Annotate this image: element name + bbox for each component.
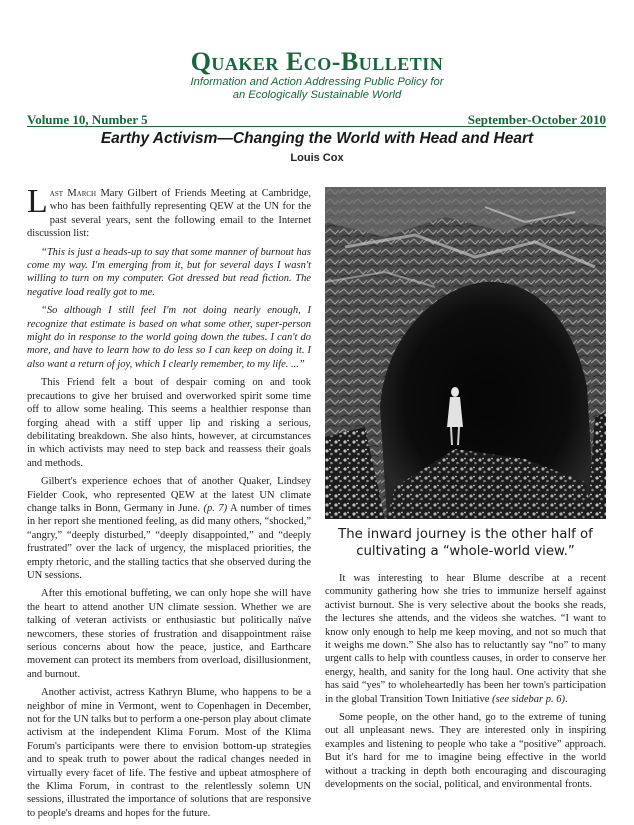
- paragraph-3-text-b: A number of times in her report she mentioned feeling, as did many others, “shocked,” “angry,” “deeply disturbed,” “deeply disappointed,” and “deeply frustrated” over the lack of urgency, the misplaced priorities, the empty rhetoric, and the stalling tactics that she observed during the UN sessions.: [27, 502, 311, 581]
- masthead-divider: [27, 126, 606, 127]
- paragraph-2: This Friend felt a bout of despair coming on and took precautions to give her bruised and overworked spirit some time off to allow some healing. This seems a healthier response than forging ahead with a stiff upper lip and risking a serious, debilitating breakdown. She also hints, however, at circumstances in which activists may need to step back and reassess their goals and methods.: [27, 377, 311, 469]
- cave-photo-illustration: [325, 187, 606, 519]
- sidebar-reference: (see sidebar p. 6): [492, 693, 565, 705]
- paragraph-opening: [27, 183, 311, 241]
- photo-caption: The inward journey is the other half of cultivating a “whole-world view.”: [338, 527, 593, 559]
- right-column: [325, 572, 606, 797]
- right-paragraph-1-text-a: It was interesting to hear Blume describe at a recent community gathering how she tries to immunize herself against activist burnout. She is very selective about the books she reads, the lectures she attends, and the videos she watches. “I want to know only enough to help me keep moving, and not so much that it weighs me down.” She also has to reluctantly say “no” to many urgent calls to help with countless causes, in order to conserve her energy, health, and sanity for the long haul. One activity that she has said “yes” to wholeheartedly has been her town's participation in the global Transition Town Initiative: [325, 573, 606, 705]
- quote-1: “This is just a heads-up to say that some manner of burnout has come my way. I'm emerging from it, but for several days I wasn't willing to turn on my computer. Got dressed but read fiction. The negative load really got to me.: [27, 246, 311, 298]
- issue-date: September-October 2010: [467, 112, 606, 127]
- quote-2: “So although I still feel I'm not doing nearly enough, I recognize that estimate is based on what some other, super-person might do in response to the world going down the tubes. I can't do more, and have to learn how to do less so I can keep on doing it. I also want a return of joy, which I clearly remember, to my life. ...”: [27, 305, 311, 370]
- opening-text: Mary Gilbert of Friends Meeting at Cambridge, who has been faithfully representing QEW at the UN for the past several years, sent the following email to the Internet discussion list:: [27, 188, 311, 240]
- page-reference: (p. 7): [203, 502, 228, 514]
- newsletter-subtitle-line-2: an Ecologically Sustainable World: [232, 89, 402, 101]
- newsletter-title: Quaker Eco-Bulletin: [190, 47, 444, 76]
- right-paragraph-2: Some people, on the other hand, go to the extreme of tuning out all unpleasant news. They are interested only in inspiring examples and listening to people who take a “positive” approach. But it's hard for me to imagine being effective in the world without a tracking in depth both encouraging and discouraging developments on the social, political, and environmental fronts.: [325, 712, 606, 791]
- issue-volume: Volume 10, Number 5: [27, 112, 148, 127]
- right-paragraph-1-text-b: .: [564, 693, 568, 705]
- article-author: Louis Cox: [290, 152, 344, 164]
- left-column: [27, 183, 312, 825]
- masthead: [0, 48, 634, 102]
- article-title: Earthy Activism—Changing the World with Head and Heart: [100, 130, 534, 147]
- paragraph-3-text-a: Gilbert's experience echoes that of another Quaker, Lindsey Fielder Cook, who represented QEW at the latest UN climate change talks in Bonn, Germany in June.: [27, 476, 311, 514]
- newsletter-subtitle-line-1: Information and Action Addressing Public Policy for: [190, 76, 444, 88]
- paragraph-4: After this emotional buffeting, we can only hope she will have the heart to attend another UN climate session. Whether we are talking of veteran activists or enthusiastic but politically naïve newcomers, these stories of frustration and disappointment raise serious concerns about how the peace, justice, and Earthcare movement can protect its members from overload, disillusionment, and burnout.: [27, 588, 311, 680]
- opening-small-caps: ast March: [49, 188, 97, 199]
- paragraph-3: [27, 475, 311, 582]
- right-paragraph-1: [325, 572, 606, 706]
- drop-cap: L: [27, 183, 48, 220]
- paragraph-5: Another activist, actress Kathryn Blume, who happens to be a neighbor of mine in Vermont, went to Copenhagen in December, not for the UN talks but to perform a one-person play about climate activism at the independent Klima Forum. Most of the Klima Forum's participants were there to envision bottom-up strategies and to speak truth to power about the radical changes needed in virtually every facet of life. The festive and upbeat atmosphere of the Klima Forum, in contrast to the relentlessly solemn UN sessions, illustrated the importance of solutions that are responsive to people's dreams and hopes for the future.: [27, 687, 312, 819]
- cave-photo: [325, 187, 606, 519]
